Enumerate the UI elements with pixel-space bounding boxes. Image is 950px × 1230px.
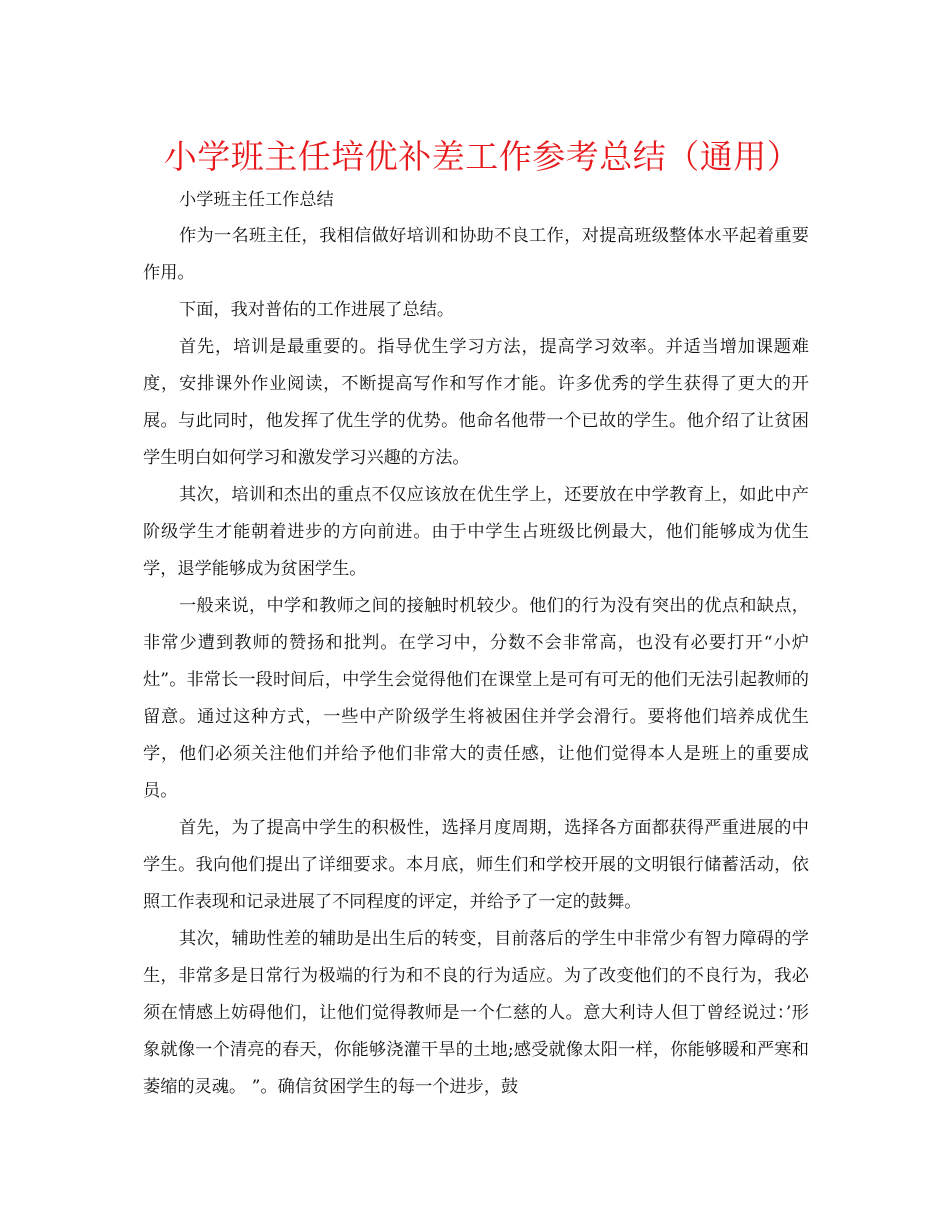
document-subtitle: 小学班主任工作总结	[179, 190, 334, 210]
paragraph-7: 其次，辅助性差的辅助是出生后的转变，目前落后的学生中非常少有智力障碍的学生，非常多是日常行为极端的行为和不良的行为适应。为了改变他们的不良行为，我必须在情感上妨碍他们，让他们觉得教师是一个仁慈的人。意大利诗人但丁曾经说过：’形象就像一个清亮的春天，你能够浇灌干旱的土地;感受就像太阳一样，你能够暖和严寒和萎缩的灵魂。 ”。确信贫困学生的每一个进步，鼓	[143, 929, 809, 1097]
paragraph-6: 首先，为了提高中学生的积极性，选择月度周期，选择各方面都获得严重进展的中学生。我向他们提出了详细要求。本月底，师生们和学校开展的文明银行储蓄活动，依照工作表现和记录进展了不同程度的评定，并给予了一定的鼓舞。	[143, 818, 809, 912]
paragraph-2: 下面，我对普佑的工作进展了总结。	[179, 300, 455, 320]
document-title: 小学班主任培优补差工作参考总结（通用）	[163, 137, 801, 176]
paragraph-4: 其次，培训和杰出的重点不仅应该放在优生学上，还要放在中学教育上，如此中产阶级学生才能朝着进步的方向前进。由于中学生占班级比例最大，他们能够成为优生学，退学能够成为贫困学生。	[143, 485, 809, 579]
paragraph-5: 一般来说，中学和教师之间的接触时机较少。他们的行为没有突出的优点和缺点，非常少遭到教师的赞扬和批判。在学习中，分数不会非常高，也没有必要打开“小炉灶”。非常长一段时间后，中学生会觉得他们在课堂上是可有可无的他们无法引起教师的留意。通过这种方式，一些中产阶级学生将被困住并学会滑行。要将他们培养成优生学，他们必须关注他们并给予他们非常大的责任感，让他们觉得本人是班上的重要成员。	[143, 596, 809, 801]
paragraph-3: 首先，培训是最重要的。指导优生学习方法，提高学习效率。并适当增加课题难度，安排课外作业阅读，不断提高写作和写作才能。许多优秀的学生获得了更大的开展。与此同时，他发挥了优生学的优势。他命名他带一个已故的学生。他介绍了让贫困学生明白如何学习和激发学习兴趣的方法。	[143, 337, 809, 468]
document-page	[143, 132, 809, 1106]
paragraph-1: 作为一名班主任，我相信做好培训和协助不良工作，对提高班级整体水平起着重要作用。	[143, 226, 809, 283]
